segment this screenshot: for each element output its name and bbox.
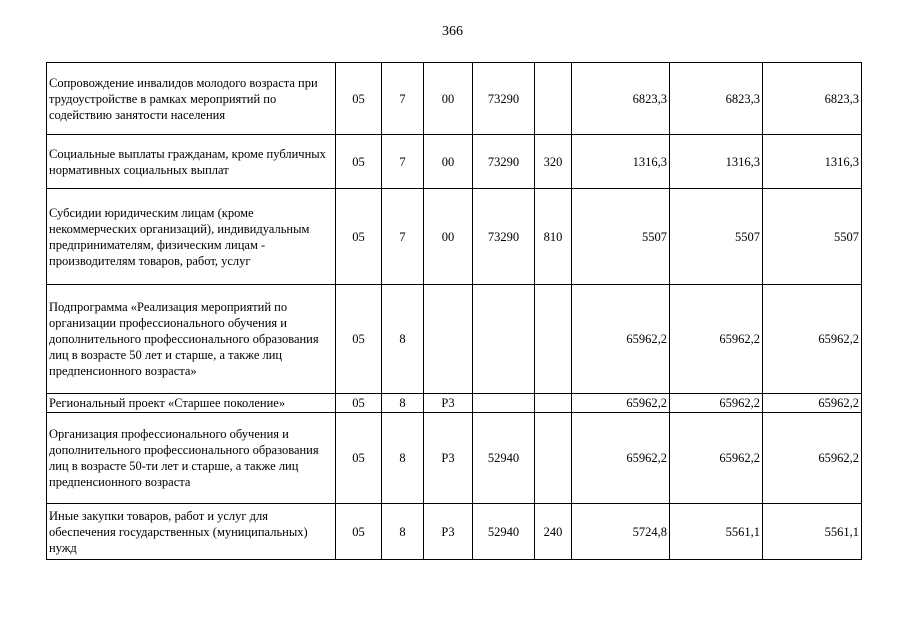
section-code-cell: 05 xyxy=(336,285,382,394)
project-code-cell: Р3 xyxy=(424,394,473,413)
amount-3-cell: 1316,3 xyxy=(763,135,862,189)
subprogram-code-cell: 8 xyxy=(382,504,424,560)
table-row xyxy=(47,285,862,394)
subprogram-code-cell: 7 xyxy=(382,63,424,135)
direction-code-cell: 52940 xyxy=(473,413,535,504)
expense-type-cell xyxy=(535,413,572,504)
amount-1-cell: 1316,3 xyxy=(572,135,670,189)
amount-2-cell: 5507 xyxy=(670,189,763,285)
section-code-cell: 05 xyxy=(336,394,382,413)
row-name-cell: Социальные выплаты гражданам, кроме публичных нормативных социальных выплат xyxy=(47,135,336,189)
budget-table xyxy=(46,62,862,560)
amount-2-cell: 5561,1 xyxy=(670,504,763,560)
project-code-cell: Р3 xyxy=(424,413,473,504)
project-code-cell: 00 xyxy=(424,189,473,285)
amount-2-cell: 65962,2 xyxy=(670,413,763,504)
amount-1-cell: 5724,8 xyxy=(572,504,670,560)
direction-code-cell: 73290 xyxy=(473,189,535,285)
amount-1-cell: 6823,3 xyxy=(572,63,670,135)
row-name-cell: Субсидии юридическим лицам (кроме некоммерческих организаций), индивидуальным предпринимателям, физическим лицам - производителям товаров, работ, услуг xyxy=(47,189,336,285)
amount-1-cell: 65962,2 xyxy=(572,413,670,504)
amount-3-cell: 5561,1 xyxy=(763,504,862,560)
expense-type-cell: 810 xyxy=(535,189,572,285)
page-number: 366 xyxy=(442,24,463,39)
expense-type-cell xyxy=(535,285,572,394)
expense-type-cell xyxy=(535,394,572,413)
row-name-cell: Организация профессионального обучения и дополнительного профессионального образования лиц в возрасте 50-ти лет и старше, а также лиц предпенсионного возраста xyxy=(47,413,336,504)
row-name-cell: Иные закупки товаров, работ и услуг для обеспечения государственных (муниципальных) нужд xyxy=(47,504,336,560)
table-row xyxy=(47,189,862,285)
subprogram-code-cell: 8 xyxy=(382,285,424,394)
row-name-cell: Подпрограмма «Реализация мероприятий по организации профессионального обучения и дополнительного профессионального образования лиц в возрасте 50 лет и старше, а также лиц предпенсионного возраста» xyxy=(47,285,336,394)
table-row xyxy=(47,135,862,189)
subprogram-code-cell: 7 xyxy=(382,189,424,285)
direction-code-cell xyxy=(473,394,535,413)
amount-3-cell: 65962,2 xyxy=(763,394,862,413)
project-code-cell xyxy=(424,285,473,394)
table-row xyxy=(47,413,862,504)
amount-1-cell: 5507 xyxy=(572,189,670,285)
table-row xyxy=(47,504,862,560)
project-code-cell: 00 xyxy=(424,135,473,189)
section-code-cell: 05 xyxy=(336,135,382,189)
section-code-cell: 05 xyxy=(336,63,382,135)
direction-code-cell xyxy=(473,285,535,394)
expense-type-cell: 320 xyxy=(535,135,572,189)
direction-code-cell: 73290 xyxy=(473,63,535,135)
expense-type-cell xyxy=(535,63,572,135)
expense-type-cell: 240 xyxy=(535,504,572,560)
section-code-cell: 05 xyxy=(336,504,382,560)
row-name-cell: Сопровождение инвалидов молодого возраста при трудоустройстве в рамках мероприятий по содействию занятости населения xyxy=(47,63,336,135)
section-code-cell: 05 xyxy=(336,413,382,504)
amount-2-cell: 6823,3 xyxy=(670,63,763,135)
subprogram-code-cell: 8 xyxy=(382,394,424,413)
amount-2-cell: 1316,3 xyxy=(670,135,763,189)
amount-1-cell: 65962,2 xyxy=(572,285,670,394)
row-name-cell: Региональный проект «Старшее поколение» xyxy=(47,394,336,413)
direction-code-cell: 52940 xyxy=(473,504,535,560)
table-row xyxy=(47,394,862,413)
subprogram-code-cell: 8 xyxy=(382,413,424,504)
amount-1-cell: 65962,2 xyxy=(572,394,670,413)
amount-2-cell: 65962,2 xyxy=(670,285,763,394)
table-row xyxy=(47,63,862,135)
amount-3-cell: 65962,2 xyxy=(763,413,862,504)
subprogram-code-cell: 7 xyxy=(382,135,424,189)
amount-2-cell: 65962,2 xyxy=(670,394,763,413)
amount-3-cell: 5507 xyxy=(763,189,862,285)
direction-code-cell: 73290 xyxy=(473,135,535,189)
amount-3-cell: 6823,3 xyxy=(763,63,862,135)
project-code-cell: 00 xyxy=(424,63,473,135)
section-code-cell: 05 xyxy=(336,189,382,285)
project-code-cell: Р3 xyxy=(424,504,473,560)
amount-3-cell: 65962,2 xyxy=(763,285,862,394)
